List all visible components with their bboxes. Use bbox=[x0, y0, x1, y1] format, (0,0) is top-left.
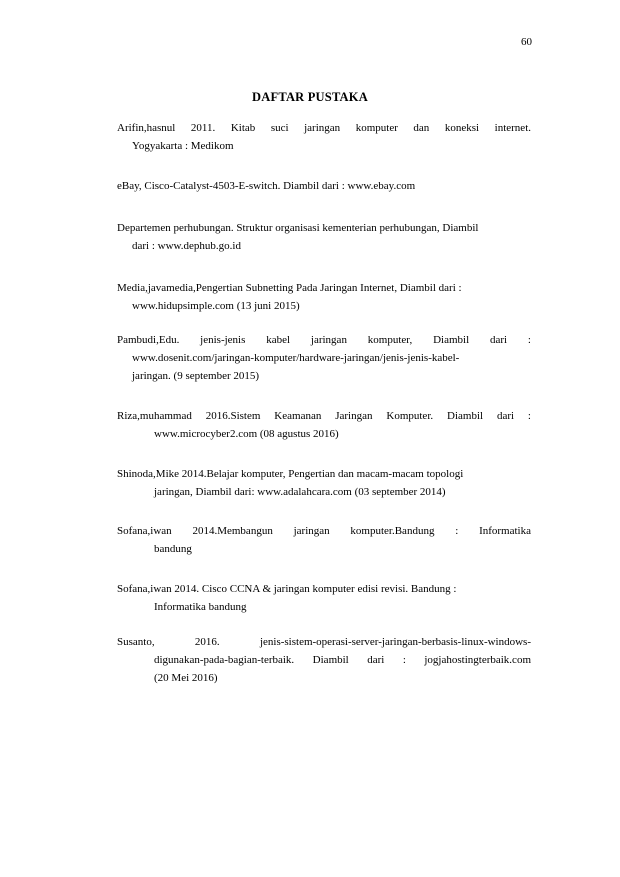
page-number: 60 bbox=[521, 36, 532, 48]
reference-entry bbox=[117, 465, 531, 501]
reference-entry bbox=[117, 580, 531, 616]
reference-line: www.hidupsimple.com (13 juni 2015) bbox=[132, 300, 300, 312]
reference-line: Shinoda,Mike 2014.Belajar komputer, Pengertian dan macam-macam topologi bbox=[117, 468, 464, 480]
reference-line: dari : www.dephub.go.id bbox=[132, 240, 241, 252]
reference-entry bbox=[117, 219, 531, 255]
reference-entry bbox=[117, 407, 531, 443]
reference-line: Media,javamedia,Pengertian Subnetting Pada Jaringan Internet, Diambil dari : bbox=[117, 282, 462, 294]
reference-line: Sofana,iwan 2014.Membangun jaringan komputer.Bandung : Informatika bbox=[117, 525, 531, 537]
reference-line: bandung bbox=[154, 543, 192, 555]
reference-line: Departemen perhubungan. Struktur organisasi kementerian perhubungan, Diambil bbox=[117, 222, 479, 234]
page-title: DAFTAR PUSTAKA bbox=[252, 90, 368, 104]
reference-line: jaringan. (9 september 2015) bbox=[132, 370, 260, 382]
reference-entry bbox=[117, 119, 531, 155]
reference-entry bbox=[117, 177, 531, 195]
reference-line: www.dosenit.com/jaringan-komputer/hardware-jaringan/jenis-jenis-kabel- bbox=[132, 352, 460, 364]
reference-entry bbox=[117, 331, 531, 385]
reference-line: Sofana,iwan 2014. Cisco CCNA & jaringan komputer edisi revisi. Bandung : bbox=[117, 583, 457, 595]
reference-entry bbox=[117, 633, 531, 687]
reference-line: digunakan-pada-bagian-terbaik. Diambil dari : jogjahostingterbaik.com bbox=[154, 654, 531, 666]
reference-line: Informatika bandung bbox=[154, 601, 247, 613]
reference-line: Pambudi,Edu. jenis-jenis kabel jaringan komputer, Diambil dari : bbox=[117, 334, 531, 346]
reference-line: Susanto, 2016. jenis-sistem-operasi-server-jaringan-berbasis-linux-windows- bbox=[117, 636, 531, 648]
reference-line: Yogyakarta : Medikom bbox=[132, 140, 234, 152]
reference-line: www.microcyber2.com (08 agustus 2016) bbox=[154, 428, 339, 440]
reference-line: (20 Mei 2016) bbox=[154, 672, 218, 684]
reference-line: Arifin,hasnul 2011. Kitab suci jaringan komputer dan koneksi internet. bbox=[117, 122, 531, 134]
reference-line: eBay, Cisco-Catalyst-4503-E-switch. Diambil dari : www.ebay.com bbox=[117, 180, 416, 192]
reference-line: Riza,muhammad 2016.Sistem Keamanan Jaringan Komputer. Diambil dari : bbox=[117, 410, 531, 422]
reference-entry bbox=[117, 279, 531, 315]
reference-entry bbox=[117, 522, 531, 558]
reference-line: jaringan, Diambil dari: www.adalahcara.com (03 september 2014) bbox=[154, 486, 446, 498]
